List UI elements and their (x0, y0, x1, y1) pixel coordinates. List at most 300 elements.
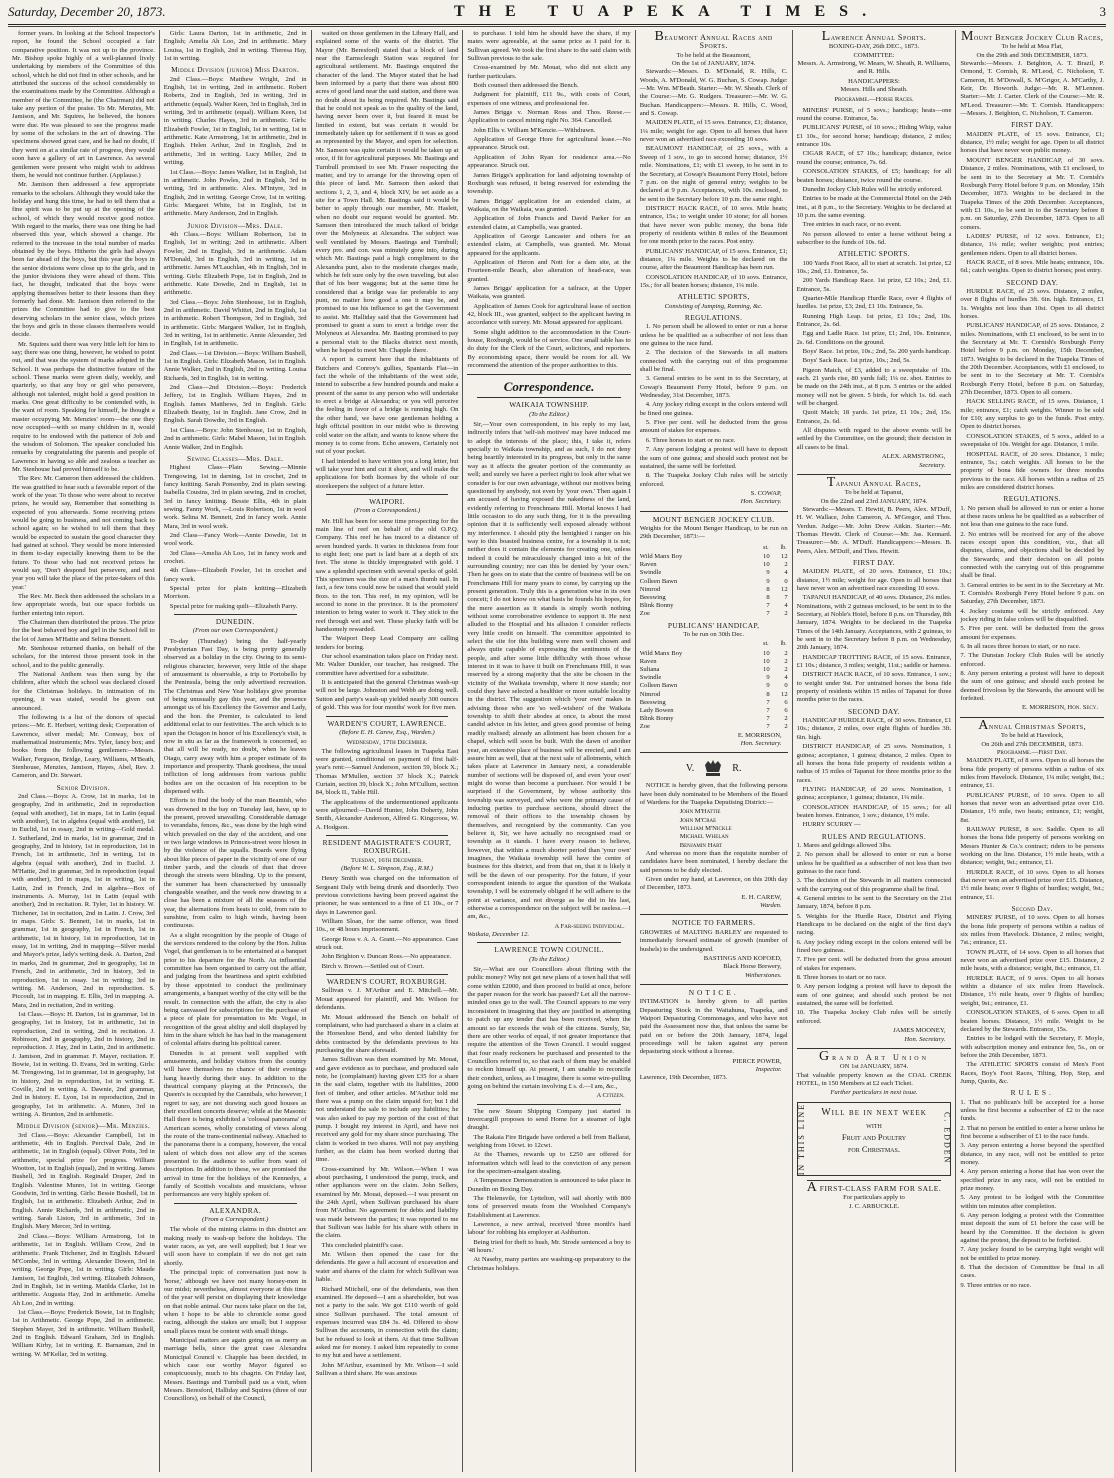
ad-title: Grand Art Union (819, 1048, 929, 1064)
paragraph: 4th Class.—Boys: William Robertson, 1st in English, 1st in writing; 2nd in arithmetic. Albert Fowler, 2nd in English, 3rd in arithmetic. Adam M'Donald, 3rd in English, 3rd in writing, 1st in arithmetic. James M'Lauchlan, 4th in English, 3rd in writing. Girls: Elizabeth Pope, 1st in English, 2nd in arithmetic. Kate Dowdie, 2nd in English, 1st in arithmetic. (163, 230, 307, 297)
stones: 7 (766, 723, 770, 731)
paragraph: MAIDEN PLATE, of 15 sovs. Entrance, £1; distance, 1½ mile; weight for age. Open to all district horses that have never won public money. (960, 130, 1105, 155)
paragraph: 2. The decision of the Stewards in all matters connected with the carrying out of this programme shall be final. (639, 349, 788, 374)
box-line: Will be in next week (821, 1106, 927, 1118)
paragraph: MAIDEN PLATE, of 20 sovs. Entrance, £1 10s.; distance, 1½ mile; weight for age. Open to all horses that have never won an advertised race exceeding 10 sovs. (796, 568, 952, 592)
paragraph: Application of George Hore for agricultural lease.—No appearance. Struck out. (467, 136, 631, 152)
section-heading: ATHLETIC SPORTS. (837, 249, 911, 259)
paragraph: The new Steam Shipping Company just started in Invercargill proposes to send Home for a steamer of light draught. (467, 1107, 631, 1132)
stones: 9 (766, 674, 770, 682)
paragraph: MINERS' PURSE, of 5 sovs.; handicap; heats—one round the course. Entrance, 5s. (796, 106, 952, 123)
paragraph: Birch v. Brown.—Settled out of Court. (321, 962, 425, 970)
paragraph: 6. Three horses to start or no race. (645, 436, 736, 444)
ad-title: A FIRST-CLASS FARM FOR SALE. (806, 1179, 942, 1195)
stones: 8 (766, 585, 770, 593)
section-heading: FIRST DAY. (1011, 120, 1054, 130)
farmers-notice: GROWERS of MALTING BARLEY are requested to immediately forward estimate of growth (number of bushels) to the undersigned. (639, 928, 788, 953)
paragraph: Sir,—Your own correspondent, in his reply to my last, indirectly infers that 'self-ish motives' may have induced me to adopt the interests of the place; this, I take it, refers specially to Waikaia township, and as such, I do not deny being heartily interested in its progress, but only in the same way as it affects the greater portion of the community as well; and surely we have a perfect right to look after what we consider is for our own advantage, without our motives being questioned by anybody, not even by 'your own.' Then again I am accused of having exposed the nakedness of the land, evidently referring to Frenchmans Hill. Mortal knows I had little occasion to do any such thing, for it is the prevailing opinion that it is sufficiently well exposed already without my interference. I should pity the benighted i ranger on his way to this boasted business centre, for a township it is not; neither does it contain the elements for creating one, unless indeed it could be miraculously changed into a bit of the surrounding country; nor can this be denied by 'your own.' Then he goes on to state that the centre of business will be on Frenchmans Hill for many years to come, by carrying up the present generation. Truly this is a generation wise in its own conceit; I do not know on what basis he founds his hopes, for the mere assertion as it stands is simply worth nothing without some corroborative evidence to support it. He next alluded to the Hospital and his allusion I consider reflects very little credit on himself. The committee appointed to select the site for this building were men well chosen and always quite capable of expressing the sentiments of the people, and after some little difficulty with those whose interest in it was to have it built on Frenchmans Hill, it was reserved by a strong majority that the site be chosen in the vicinity of the Waikaia township, where it now stands; nor could they have selected a healthier or more suitable locality in the district. The suggestion which 'your own' makes in advising those who are 'so well-wishers' of the Waikaia township to shift their abodes at once, is about the most candid advice in his letter, and gives good promise of being readily realised; already an allotment has been chosen for a chapel, which will soon be built. With the dawn of another year, an extensive place of business will be erected, and I am assure him as well, that at the next sale of allotments, which takes place at Lawrence in January next, a considerable number of sections will be disposed of, and even 'your own' might do worse than become a purchaser. Nor would I be surprised if the Government, by whose authority this township was surveyed, and who were the primary cause of inducing parties to purchase sections, should direct the removal of their offices to the township chosen by themselves, and recognised by the community. Can you believe it, Sir, we have actually no recognised road or township as it stands. I have every reason to believe, however, that within a much shorter period than 'your own' imagines, the Waikaia township will have the centre of business for this district, and from that on, that it is likely it will be the dawn of our prosperity. For the future, if your correspondent intends to argue the question of the Waikaia township, I will be extremely obliged if he will adhere to the point at variance, and not diverge as he did in his last, otherwise a correspondence on the subject will be useless.—I am, &c., (467, 421, 631, 921)
paragraph: BEAUMONT HANDICAP, of 25 sovs., with a Sweep of 1 sov., to go to second horse; distance, 1½ mile. Nominations, £1; with £1 sweep, to be sent in to the Secretary, at Cowap's Beaumont Ferry Hotel, before 7 p.m. on the night of general entry; weights to be declared at 9 p.m. Acceptances, with 10s. enclosed, to be sent to the Secretary before 10 p.m. the same night. (639, 145, 788, 203)
senior-division-list (12, 793, 155, 1119)
stones: 7 (766, 698, 770, 706)
horse-name: Blink Bonny (639, 715, 674, 723)
paragraph: PUBLICANS' PURSE, of 10 sovs.; Hiding Whip, value £1 10s., for second horse; handicap; distance, 2 miles; entrance 10s. (796, 124, 952, 149)
section-heading: REGULATIONS. (684, 313, 743, 322)
column-2 (160, 30, 312, 1472)
weights-row (640, 699, 788, 707)
warden-name: Michael Whelan (679, 833, 729, 841)
havelock-rules (960, 1099, 1104, 1291)
paragraph: 2nd Class.—Boys: A. Crow, 1st in marks, 1st in geography, 2nd in arithmetic, 2nd in reproduction (equal with another), 1st in maps, 1st in Latin (equal with another), 1st in algebra (equal with another), 1st in Euclid, 1st in essay, 2nd in writing—Gold medal. J. Sutherland, 2nd in marks, 1st in grammar, 2nd in geography, 2nd in history, 1st in reproduction, 1st in French, 1st in arithmetic, 3rd in writing, 1st in algebra (equal with another), 2nd in Euclid. J. M'Hattie, 2nd in grammar, 3rd in reproduction (equal with another), 3rd in maps, 1st in writing, 1st in Latin, 2nd in French, 2nd in algebra—Box of instruments. A. Murray, 1st in Latin (equal with another), 2nd in recitation. R. Tyler, 1st in history. W. Titchener, 1st in recitation, 2nd in Latin. J. Crow, 3rd in maps. Girls: S. Bennett, 1st in marks, 1st in grammar, 1st in geography, 1st in French, 1st in arithmetic, 1st in history, 1st in reproduction, 1st in essay, 1st in writing, 2nd in mapping—Silver medal and Mayor's prize, lady's writing desk. A. Darton, 2nd in marks, 2nd in grammar, 2nd in geography, 1st in French, 2nd in arithmetic, 3rd in history, 3rd in reproduction, 1st in essay. 1st in writing; 3rd in writing. M. Anderson, 2nd in reproduction. S. Piccoult, 1st in mapping. E. Ellis, 3rd in mapping. A. Mara, 2nd in recitation, 2nd in writing. (12, 792, 155, 1009)
paragraph: Girls: Laura Darton, 1st in arithmetic, 2nd in English; Amelia Ah Loo, 2nd in arithmetic. Mary Louisa, 1st in English, 2nd in writing. Theresa Hay, 1st in writing. (163, 30, 307, 63)
paragraph: 2nd Class.—Boys: William Armstrong, 1st in arithmetic, 1st in English. William Crow, 2nd in arithmetic. Frank Titchener, 2nd in English. Edward M'Combe, 3rd in writing. Alexander Dowen, 3rd in writing. George Pope, 1st in writing. Girls: Maude Jamison, 1st English, 3rd writing. Elizabeth Johnson, 2nd in English, 1st in writing. Matilda Clarke, 1st in arithmetic. Augusta Hay, 2nd in arithmetic. Amelia Ah Loo, 2nd in writing. (12, 1232, 155, 1307)
paragraph: 5. Any protest to be lodged with the Committee within ten minutes after completion. (960, 1194, 1105, 1210)
lawrence-athletic-list (797, 260, 952, 453)
columns (8, 30, 1108, 1472)
section-heading: MOUNT BENGER JOCKEY CLUB. (652, 514, 775, 524)
pounds: 7 (784, 593, 788, 601)
masthead (8, 0, 1106, 25)
paragraph: Quoit Match; 18 yards. 1st prize, £1 10s.; 2nd, 15s. Entrance, 2s. 6d. (796, 409, 952, 425)
stones: 7 (766, 602, 770, 610)
divider (326, 716, 449, 717)
royal-cipher (640, 759, 788, 779)
paragraph: John M'Arthur, examined by Mr. Wilson—I sold Sullivan a third share. He was anxious (315, 1361, 459, 1377)
edden-boxed-ad (797, 1102, 952, 1176)
paragraph: 9. Any person lodging a protest will have to deposit the sum of one guinea; and should such protest be not sustained, the same will be forfeited. (796, 983, 952, 1008)
pounds: 12 (781, 552, 788, 560)
weights-row (640, 553, 788, 561)
paragraph: Lawrence, a new arrival, received 'three month's hard labour' for robbing his employer at Ashburton. (467, 1221, 631, 1237)
notice-signature-title: Warden. (759, 902, 782, 910)
paragraph: 4. Any jockey riding except in the colors entered will be fined one guinea. (639, 401, 788, 417)
article-byline: (Before W. L. Simpson, Esq., R.M.) (341, 865, 433, 872)
stones: 9 (766, 569, 770, 577)
lawrence-races-list (797, 107, 952, 248)
letter-byline: (To the Editor.) (529, 955, 569, 963)
paragraph: 4th Class—Elizabeth Fowler, 1st in crochet and fancy work. (163, 567, 307, 583)
paragraph: 5. Five per cent. will be deducted from the gross amount of stakes for expenses. (639, 419, 788, 435)
ad-signature-title: Hon. Secretary. (740, 498, 782, 506)
paragraph: As a slight recognition by the people of Otago of the services rendered to the colony by the Hon. Julius Vogel, that gentleman is to be entertained at a banquet prior to his departure for the North. An influential committee has been organised to carry out the affair, and judging from the heartiness and spirit exhibited by those appointed to conduct the preliminary arrangements, a banquet worthy of the city will be the result. In connection with the affair, the city is also being canvassed for subscriptions for the purchase of a piece of plate for presentation to Mr. Vogel, in recognition of the great ability and skill displayed by him in the share which he has had in the management of colonial affairs during his political career. (163, 931, 307, 1048)
paragraph: 8. Any person entering a protest will have to deposit the sum of one guinea; and should such protest be deemed frivolous by the Stewards, the amount will be forfeited. (960, 670, 1105, 703)
divider (640, 984, 788, 985)
section-heading: FIRST DAY. (852, 557, 896, 567)
article-heading: WAIPORI. (369, 496, 405, 506)
paragraph: 200 Yards Handicap Race. 1st prize, £2 10s.; 2nd, £1. Entrance, 5s. (796, 277, 952, 293)
horse-name: Zoe (639, 610, 650, 618)
column-7 (956, 30, 1108, 1472)
paragraph: The following agricultural leases in Tuapeka East were granted, conditional on payment of first half-year's rent:—Samuel Anderson, section 59, block X.; Thomas M'Mullen, section 37 block X.; Patrick Curtain, section 39, block X.; John M'Cullum, section 84, block II., Table Hill. (315, 747, 459, 797)
tapanui-rules (797, 842, 952, 1026)
paragraph: MOUNT BENGER HANDICAP, of 30 sovs. Distance, 2 miles. Nominations, with £1 enclosed, to be sent in to the Secretary at Mr. T. Cornish's Roxburgh Ferry Hotel before 9 p.m. on Monday, 15th December, 1873. Weights to be declared in the Tuapeka Times of the 20th December. Acceptances, with £1 10s., to be sent in to the Secretary before 8 p.m. on Saturday, 27th December, 1873. Open to all comers. (960, 156, 1105, 231)
horse-name: Swindle (639, 569, 662, 577)
mb-first-day (960, 131, 1104, 276)
ad-title: Beaumont Annual Races and Sports. (654, 30, 773, 51)
weights-row (640, 561, 788, 569)
weights-row (640, 674, 788, 682)
stones: 10 (763, 561, 770, 569)
wardens-list (640, 808, 788, 850)
masthead-rule (8, 26, 1106, 27)
paragraph: Stewards:—Messrs. D. M'Donald, R. Hills, C. Woods, A. M'Donald, W. G. Buchan, S. Cowap. Judge:—Mr. Wm. M'Beath. Starter:—Mr. W. Sheath. Clerk of the Course:—Mr. G. Rudgers. Treasurer:—Mr. W. G. Buchan. Handicappers:—Messrs. R. Hills, C. Wood, and S. Cowap. (639, 68, 788, 118)
paragraph: It is anticipated that the general Christmas wash-up will not be large. Johnston and Webb are doing well. Sutton and party's wash-up yielded nearly 300 ounces of gold. This was for four months' work for five men. (315, 679, 459, 712)
article-heading: WARDEN'S COURT, ROXBURGH. (327, 977, 447, 987)
ad-signature: E. MORRISON, (737, 731, 782, 739)
ad-subtitle: BOXING-DAY, 26th DEC., 1873. (828, 43, 920, 51)
paragraph: FLYING HANDICAP, of 20 sovs. Nomination, 1 guinea; acceptance, 1 guinea; distance, 1¼ mile. (796, 785, 952, 802)
paragraph: HURDLE RACE, of 25 sovs. Distance, 2 miles, over 8 flights of hurdles 3ft. 6in. high. Entrance, £1 1s. Weights not less than 10st. Open to all district horses. (960, 287, 1105, 320)
divider (326, 974, 449, 975)
warden-name: John M'Hattie (679, 808, 721, 816)
ad-subtitle: To be held at Tapanui, (844, 489, 904, 497)
paragraph: Application of James Cook for agricultural lease of section 42, block III., was granted, subject to the applicant having in accordance with survey. Mr. Mouat appeared for applicant. (467, 302, 631, 327)
beaumont-regulations (640, 323, 788, 489)
paragraph: Cross-examined by Mr. Mouat, who did not elicit any further particulars. (467, 64, 631, 80)
wardens-court-article (316, 748, 459, 832)
paragraph: 3rd Class—Amelia Ah Loo, 1st in fancy work and crochet. (163, 549, 307, 565)
rm-court-article (316, 875, 459, 971)
paragraph: 1st Class.—Boys: John Stenhouse, 1st in English, 2nd in arithmetic. Girls: Mabel Mason, 1st in English. Annie Walker, 2nd in English. (163, 426, 307, 451)
tapanui-second-day (797, 717, 952, 829)
ad-subtitle: ON 1st JANUARY, 1874. (839, 1063, 909, 1071)
pounds: 4 (784, 674, 788, 682)
warden-name: William M'Nickle (679, 825, 732, 833)
weights-row (640, 682, 788, 690)
paragraph: Municipal matters are again going on as merry as marriage bells, since the great case Alexandra Municipal Council v. Chapple has been decided, in which case our worthy Mayor figured so conspicuously, much to his chagrin. On Friday last, Messrs. Bastings and Turnbull paid us a visit, when Messrs. Beresford, Halliday and Squires (three of our Councillors), on behalf of the Council, (163, 1336, 307, 1403)
letter-signature: A Citizen. (596, 1092, 625, 1100)
ad-signature: J. C. ARBUCKLE. (848, 1202, 900, 1210)
depasturing-notice: INTIMATION is hereby given to all parties Depasturing Stock in the Waitahuna, Tuapeka, and Waipori Depasturing Commonages, and who have not paid the Assessment now due, that unless the same be paid on or before the 20th January, 1874, legal proceedings will be taken against any person depasturing stock without a license. (639, 998, 788, 1056)
wardens-notice-cont (640, 850, 788, 893)
paragraph: Sir,—What are our Councillors about flirting with the public money? Why not get new plans of a town hall that will come within £2000, and then proceed to build at once, before the paper reason for the work has passed? Let all the narrow-minded ones go to the wall. The Council appears to me very inconsistent in imagining that they are justified in attempting to patch up any tender that has been received, when the amount so far exceeds the wish of the citizens. Surely, Sir, there are other works of equal, if not greater importance that require the attention of the Town Council. I would suggest that four ready reckoners be purchased and presented to the Councillors referred to, so that each of them may be enabled to reckon himself up. At present, I am unable to reconcile their conduct, unless, as I imagine, there is some wire-pulling going on behind the curtain involving £ s. d.—I am, &c., (467, 966, 631, 1090)
notice-signature-line: Black Horse Brewery, (723, 963, 782, 971)
paragraph: The applications of the undermentioned applicants were adjourned:—David Hunter, John Doherty, John Smith, Alexander Anderson, Alfred G. Kingcroos, W. A. Hodgson. (315, 798, 459, 831)
weights-row (640, 666, 788, 674)
paragraph: CONSOLATION STAKES, of 6 sovs. Open to all beaten horses. Distance, 1½ mile. Weight to be declared by the Stewards. Entrance, 15s. (960, 1009, 1105, 1033)
junior-division-list (164, 231, 307, 452)
sewing-list (164, 464, 307, 611)
paragraph: Tree entries in each race, or no event. (802, 221, 902, 229)
paragraph: Cross-examined by Mr. Wilson.—When I was about purchasing, I understood the pump, truck, and other appliances were on the claim. John Sellers, examined by Mr. Mouat, deposed.—I was present on the 24th April, when Sullivan purchased his share from M'Arthur. No agreement for debts and liability was made between the parties; it was reported to me that Sullivan was liable for his share with others in the claim. (315, 1165, 459, 1240)
paragraph: All disputes with regard to the above events will be settled by the Committee, on the ground; their decision in all cases to be final. (796, 427, 952, 451)
handicappers-heading: HANDICAPPERS: (848, 77, 900, 85)
paragraph: James Briggs' application for a tailrace, at the Upper Waikaia, was granted. (467, 284, 631, 301)
paragraph: Application of John Francis and David Parker for an extended claim, at Campbells, was granted. (467, 215, 631, 231)
notice-signature: BASTINGS AND KOFOED, (703, 954, 782, 962)
paragraph: Mr. Squires said there was very little left for him to say; there was one thing, however, he wished to point out, and that was the system of marks adopted in the School. It was perhaps the distinctive feature of the school. These marks were given daily, weekly, and quarterly, so that any boy or girl who persevere, although not talented, might hold a good position in marks. One great difficulty to be contended with, is the want of room. Speaking for himself, he thought a master occupying Mr. Menzies' room—the one they now occupied—with so many children in it, would require to be endowed with the patience of Job and the wisdom of Solomon. The speaker concluded his remarks by congratulating the parents and people of Lawrence in having so able and zealous a teacher as Mr. Stenhouse had proved himself to be. (12, 340, 155, 473)
ad-signature: E. MORRISON, Hon. Secy. (1022, 704, 1099, 712)
alexandra-article (164, 1226, 307, 1403)
paragraph: Boys' Race. 1st prize, 10s.; 2nd, 5s. 200 yards handicap. (802, 348, 951, 356)
section-heading: ATHLETIC SPORTS, (677, 292, 750, 302)
horse-name: Nimrod (639, 690, 661, 698)
pounds: 12 (781, 690, 788, 698)
paragraph: DISTRICT HACK RACE, of 10 sovs. Entrance, 1 sov.; to weight under 9st. For untrained horses the bona fide property of residents within 15 miles of Tapanui for three months prior to the races. (796, 671, 952, 704)
horse-name: Blink Bonny (639, 602, 674, 610)
article-heading: ALEXANDRA. (209, 1205, 262, 1215)
pounds: 6 (784, 698, 788, 706)
paragraph: 3. General entries to be sent in to the Secretary at Mr. T. Cornish's Roxburgh Ferry Hotel before 9 p.m. on Saturday, 27th December, 1873. (960, 581, 1105, 606)
section-heading: NOTICE TO FARMERS. (671, 918, 756, 928)
paragraph: Dunedin is at present well supplied with amusements, and holiday visitors from the country will have themselves no chance of their evenings hang heavily during their stay. In addition to the theatrical company playing at the Princess's, the Queen's is occupied by the Cannibals, who however, I regret to say, are not drawing such good houses as their excellent concerts deserve; while at the Masonic Hall there is being exhibited a 'colossal panorama' of American scenes, wholly consisting of views along the route of the trans-continental railway. Attached to the panorama there is a company, however, the vocal talent of which does not allow any of the scenes presented to the audience to suffer from want of description. In addition to these, we are promised the arrival in time for the holidays of the Kennedys, a family of Scottish vocalists and musicians, whose performances are very highly spoken of. (163, 1049, 307, 1199)
paragraph: PUBLICANS' HANDICAP, of 25 sovs. Distance, 2 miles. Nominations, with £1 enclosed, to be sent in to the Secretary at Mr. T. Cornish's Roxburgh Ferry Hotel before 9 p.m. on Monday, 15th December, 1873. Weights to be declared in the Tuapeka Times of the 20th December. Acceptances, with £1 enclosed, to be sent in to the Secretary at Mr. T. Cornish's Roxburgh Ferry Hotel, before 8 p.m. on Saturday, 27th December, 1873. Open to all comers. (960, 322, 1105, 397)
unit-header: st. (763, 641, 769, 648)
paragraph: 1. No person shall be allowed to enter or run a horse unless he be qualified as a subscriber of not less than one guinea to the race fund. (639, 323, 788, 348)
paragraph: James Briggs' application for an extended claim, at Waikaia, on the Waikaia, was granted. (467, 197, 631, 213)
ad-subtitle: On the 22nd and 23rd JANUARY, 1874. (820, 497, 928, 505)
cipher-letter: V. (685, 763, 695, 775)
horse-name: Beeswing (639, 698, 666, 706)
notice-signature: E. H. CAREW, (741, 893, 782, 901)
paragraph: The Chairman then distributed the prizes. The prize for the best behaved boy and girl in the School fell to the lot of James M'Hattie and Selina Bonnett. (12, 619, 155, 643)
paragraph: William Sloan, for the same offence, was fined 10s., or 48 hours imprisonment. (315, 918, 459, 934)
paragraph: HACK RACE, of 8 sovs. Mile heats; entrance, 10s. 6d.; catch weights. Open to district horses; post entry. (960, 258, 1105, 275)
paragraph: 1. Mares and geldings allowed 3lbs. (796, 841, 892, 849)
paragraph: CIGAR RACE, of £7 10s.; handicap; distance, twice round the course; entrance, 7s. 6d. (796, 150, 952, 166)
stones: 9 (766, 577, 770, 585)
paragraph: I had intended to have written you a long letter, but will take your hint and cut it short, and will make the applications for both licenses by the whole of our storekeepers the subject of a future letter. (315, 457, 459, 490)
weights-row (640, 691, 788, 699)
ad-title: Annual Christmas Sports, (978, 717, 1087, 733)
column-6 (793, 30, 957, 1472)
article-heading: DUNEDIN. (215, 617, 255, 627)
article-byline: (Before E. H. Carew, Esq., Warden.) (339, 728, 435, 736)
column-1 (8, 30, 160, 1472)
paragraph: CONSOLATION HANDICAP, of 10 sovs. Entrance, 15s.; for all beaten horses; distance, 1¼ mile. (639, 273, 788, 289)
paragraph: waited on those gentlemen in the Library Hall, and explained some of the wants of the district. The Mayor (Mr. Beresford) stated that a block of land near the Earnscleugh Station was required for agricultural settlement. Mr. Bastings enquired the character of the land. The Mayor stated that he had been informed by a party that there was about 800 acres of good land near the said station, and there was no doubt about its being required. Mr. Bastings said that he could not speak as to the quality of the land, having never been over it, but feared it must be limited in extent, but was certain it would be immediately taken up for settlement if it was as good as represented by the Mayor, and open for selection. Mr. Samson was quite certain it would be taken up at once, if fit for agricultural purposes. Mr. Bastings and Turnbull promised to see Mr. Fraser respecting the matter, and try to arrange for the throwing open of this piece of land. Mr. Samson then asked that sections 1, 2, 3, and 4, block XIV, be set aside as a site for a Town Hall. Mr. Bastings said it would be better to apply through our member, Mr. Haslett, when no doubt our request would be granted. Mr. Samson then introduced the much talked of bridge over the Molyneux at Alexandra. The subject was well ventilated by Messrs. Bastings and Turnbull; every pro. and con. was minutely gone into, during which Mr. Bastings paid a high compliment to the Alexandra punt, also to the moderate charges made, which he felt sure only by the own traveling, but also that of his beer waggons; but at the same time he considered that a bridge was far preferable to any punt, no matter how good a one it may be, and promised to use his influence to get the Government to assist. Mr. Halliday said that the Government had promised to grant a sum to erect a bridge over the Molyneux at Alexandra. Mr. Basting promised to pay a personal visit to the Blacks district next month, when he hoped to meet Mr. Chapple there. (315, 30, 459, 355)
stones: 10 (763, 657, 770, 665)
stones: 9 (766, 682, 770, 690)
paragraph: 3. The decision of the Stewards in all matters connected with the carrying out of this programme shall be final. (796, 877, 952, 893)
middle-division-list (12, 1132, 155, 1359)
art-union-text: That valuable property known as the COAL CREEK HOTEL, in 150 Members at £2 each Ticket. (796, 1071, 952, 1087)
paragraph: 4. Jockey costume will be strictly enforced. Any jockey riding in false colors will be disqualified. (960, 607, 1105, 624)
stones: 7 (766, 715, 770, 723)
paragraph: A report is current here that the inhabitants of Butchers and Conroy's gullies, Spaniards Flat—in fact the whole of the inhabitants of the west side, intend to subscribe a few hundred pounds and make a present of the same to any person who will undertake to erect a bridge at Alexandra; or you will perceive the feeling in favor of a bridge is running high. On the other hand, we have one gentleman holding a high official position in our midst who is throwing cold water on the affair, and wants to know where the money is to come from. Echo answers, Certainly not out of your pocket. (315, 356, 459, 456)
paragraph: HANDICAP TROTTING RACE, of 15 sovs. Entrance, £1 10s.; distance, 3 miles; weight, 11st.; saddle or harness. (796, 653, 952, 670)
stones: 7 (766, 707, 770, 715)
horse-name: Lady Bowen (639, 707, 674, 715)
ad-signature: JAMES MOONEY, (893, 1027, 946, 1035)
weights-row (640, 586, 788, 594)
paragraph: HURDLE RACE, of 9 sovs. Open to all horses within a distance of six miles from Havelock. Distance, 1½ mile heats, over 9 flights of hurdles; weight, 9st.; entrance, £1. (960, 974, 1105, 1007)
paragraph: 2nd Class.—Boys: Matthew Wright, 2nd in English, 1st in writing, 2nd in arithmetic. Robert Roberts, 2nd in English, 3rd in writing, 3rd in arithmetic (equal). Walter Keen, 3rd in English, 3rd in writing, 3rd in arithmetic (equal). William Keen, 1st in writing. Charles Hayes, 3rd in arithmetic. Girls: Elizabeth Fowler, 1st in English, 1st in writing, 1st in arithmetic. Kate Armstrong, 1st in arithmetic, 2nd in English. Helen Arthur, 2nd in English, 2nd in arithmetic, 3rd in writing. Lucy Miller, 2nd in writing. (163, 75, 307, 167)
section-heading: NOTICE. (688, 987, 739, 997)
weights-row (640, 610, 788, 618)
paragraph: 4. Any person entering a horse that has won over the specified prize in any race, will not be entitled to prize money. (960, 1168, 1105, 1193)
weights-table (640, 543, 788, 619)
paragraph: PUBLICANS' HANDICAP, of 15 sovs. Entrance, £1; distance, 1¼ mile. Weights to be declared on the course, after the Beaumont Handicap has been run. (639, 247, 788, 272)
wardens-notice (640, 782, 788, 807)
article-byline: (From a Correspondent.) (353, 507, 421, 515)
paragraph: The Rakaia Fire Brigade have ordered a bell from Ballarat, weighing from 10cwt. to 12cwt. (467, 1133, 631, 1149)
havelock-second-day (960, 914, 1104, 1060)
paragraph: NOTICE is hereby given, that the following persons have been duly nominated to be Members of the Board of Wardens for the Tuapeka Deputising District:— (639, 782, 788, 806)
paragraph: Sullivan v. J. M'Arthur and E. Mitchell.—Mr. Mouat appeared for plaintiff, and Mr. Wilson for defendants. (315, 987, 459, 1012)
ad-signature: ALEX. ARMSTRONG, (881, 453, 946, 461)
lawrence-school-report (12, 30, 155, 781)
paragraph: Our school examination takes place on Friday next. Mr. Walter Dunkler, our teacher, has resigned. The committee have advertised for a substitute. (315, 653, 459, 677)
divider (326, 835, 449, 836)
issue-date: Saturday, December 20, 1873. (8, 4, 166, 19)
pounds: 4 (784, 602, 788, 610)
paragraph: 1. That no publican's bill be accepted for a horse unless he first become a subscriber of £2 to the race funds. (960, 1098, 1105, 1123)
athletic-note: The ATHLETIC SPORTS consist of Men's Foot Races, Boy's Foot Races, Tilting, Hop, Step, and Jump, Quoits, &c. (960, 1061, 1105, 1085)
pounds: 2 (784, 657, 788, 665)
alexandra-article-cont (316, 30, 459, 491)
paragraph: Mr. Hill has been for some time prospecting for the main line of reef on behalf of the old O.P.Q. Company. This reef he has traced to a distance of seven hundred yards. It varies in thickness from four to eight feet; one part is laid bare at a depth of six feet. The stone is thickly impregnated with gold. I saw a splendid specimen with several specks of gold. This specimen was the size of a man's thumb nail. In fact, a few tons could now be raised that would yield 8ozs. to the ton. This reef, in my opinion, will be second to none in the province. It is the promoters' intention to bring water to work it. They stick to the reef through wet and wet. These plucky faith will be handsomely rewarded. (315, 517, 459, 634)
paragraph: 4. General entries to be sent to the Secretary on the 21st January, 1874, before 8 p.m. (796, 895, 952, 911)
paragraph: Highest Class—Plain Sewing.—Minnie Trengowing, 1st in darning, 1st in crochet, 2nd in fancy knitting. Sarah Ponsonby, 2nd in plain sewing. Isabella Cousins, 3rd in plain sewing, 2nd in crochet, 3rd in fancy knitting. Bessie Ellis, 4th in plain sewing. Fanny Work, —Louis Robertson, 1st in wool work. Selina M. Bennett, 2nd in fancy work. Annie Mara, 3rd in wool work. (163, 464, 307, 530)
paragraph: 2nd Class—2nd Division.—Boys: Frederick Jeffery, 1st in English. William Hayes, 2nd in English. James Matthews, 3rd in English. Girls: Elizabeth Beatty, 1st in English. Jane Crow, 2nd in English. Sarah Dowdie, 3rd in English. (163, 384, 307, 425)
paragraph: 1st Class.—Boys: James Walker, 1st in English, 1st in arithmetic. John Powles, 2nd in English, 3rd in writing, 3rd in arithmetic. Alex. M'Intyre, 3rd in English, 2nd in writing. George Crow, 1st in writing. Girls: Margaret White, 1st in English, 1st in arithmetic. Mary Anderson, 2nd in English. (163, 168, 307, 218)
weights-row (640, 594, 788, 602)
section-heading: Sewing Classes—Mrs. Dale. (187, 453, 284, 463)
news-briefs (467, 1108, 630, 1274)
horse-name: Beeswing (639, 593, 666, 601)
committee-heading: COMMITTEE: (853, 51, 895, 59)
paragraph: James Briggs's application for land adjoining township of Roxburgh was refused, it being reserved for extending the township. (467, 171, 631, 196)
weights-row (640, 578, 788, 586)
paragraph: Both counsel then addressed the Bench. (473, 82, 579, 90)
paragraph: 5. Five per cent. will be deducted from the gross amount for expenses. (960, 625, 1105, 641)
weights-row (640, 715, 788, 723)
waipori-article (316, 518, 459, 713)
ad-signature: S. COWAP, (750, 489, 782, 497)
court-date: Tuesday, 16th December. (350, 856, 424, 864)
divider (174, 1203, 297, 1204)
paragraph: Egg and Ladle Race. 1st prize, £1; 2nd, 10s. Entrance, 2s. 6d. Conditions on the ground. (796, 330, 952, 346)
pounds: 12 (781, 585, 788, 593)
pounds: 2 (784, 610, 788, 618)
paragraph: At Naseby, many parties are washing-up preparatory to the Christmas holidays. (467, 1256, 631, 1272)
court-date: Wednesday, 17th December. (346, 739, 428, 747)
weights-row (640, 723, 788, 731)
weights-row (640, 569, 788, 577)
roxburgh-court-article (316, 987, 459, 1378)
paragraph: former years. In looking at the School Inspector's report, he found the School occupied a fair comparative position. It was not up to the province. Mr. Bishop spoke highly of a well-planned lively undertaking by members of the Committee of this school, which he did not find in other schools, and he attributed the success of the school considerably to the examinations made by the Committee. Although a member of the Committee, he (the Chairman) did not take any portion of the praise. To Mr. Menzies, Mr. Jamison, and Mr. Squires, he believed, the honors were due. He was pleased to see the progress made by some of the scholars in the art of drawing. The specimens showed great care, and he had no doubt, if they went on at a similar rate of progress, they would soon have a gallery of art in Lawrence. As several gentlemen were present who might wish to address them, he would not continue further. (Applause.) (12, 30, 155, 179)
notice-signature: PIERCE POWER, (732, 1057, 782, 1065)
paragraph: 2nd Class—Fancy Work—Annie Dowdie, 1st in wool work. (163, 531, 307, 548)
weights-intro: Weights for the Mount Benger Handicap, to be run on 29th December, 1873:— (639, 524, 788, 541)
paragraph: 2. That no person be entitled to enter a horse unless he first become a subscriber of £1 to the race funds. (960, 1124, 1105, 1140)
paragraph: 3rd Class.—Boys: John Stenhouse, 1st in English, 2nd in arithmetic. David Whittet, 2nd in English, 1st in arithmetic. Robert Thompson, 3rd in English, 3rd in arithmetic. Girls: Margaret Walker, 1st in English, 3rd in writing, 1st in arithmetic. Annie Alexander, 3rd in English, 1st in arithmetic. (163, 298, 307, 348)
paragraph: 3. General entries to be sent in to the Secretary, at Cowap's Beaumont Ferry Hotel, before 9 p.m. on Wednesday, 31st December, 1873. (639, 375, 788, 400)
horse-name: Nimrod (639, 585, 661, 593)
letter-date: Waikaia, December 12. (467, 931, 530, 939)
ad-subtitle: For particulars apply to (843, 1194, 905, 1202)
section-heading: Second Day. (1011, 904, 1053, 914)
paragraph: 2. No person shall be allowed to enter or run a horse unless he be qualified as a subscriber of not less than two guineas to the race fund. (796, 851, 952, 875)
unit-header: lb. (780, 544, 787, 551)
paragraph: This concluded plaintiff's case. (321, 1241, 404, 1249)
column-5 (636, 30, 793, 1472)
section-heading: RULES. (1010, 1088, 1054, 1098)
divider (640, 914, 788, 915)
section-heading: SECOND DAY. (1006, 277, 1059, 287)
paragraph: Some slight addition to the accommodation in the Court-house, Roxburgh, would be of service. One small table has to do duty for the Clerk of the Court, solicitors, and reporters. By economising space, there would be room for all. We recommend the attention of the proper authorities to this. (467, 328, 631, 370)
paragraph: PUBLICANS' PURSE, of 10 sovs. Open to all horses that never won an advertised prize over £10. Distance, 1½ mile, two heats; entrance, £1; weight, 8st. (960, 791, 1105, 824)
section-heading: REGULATIONS. (1003, 494, 1061, 504)
tapanui-first-day (797, 568, 952, 705)
paragraph: DISTRICT HANDICAP, of 25 sovs. Nomination, 1 guinea; acceptance, 1 guinea; distance, 2 miles. Open to all horses the bona fide property of residents within a radius of 15 miles of Tapanui for three months prior to the races. (796, 743, 952, 784)
ad-subtitle: To be held at the Beaumont, (676, 51, 751, 59)
paragraph: Entries to be lodged with the Secretary, F. Moyle, with subscription money and entrance fee, 5s., on or before the 26th December, 1873. (960, 1035, 1105, 1059)
unit-header: st. (763, 544, 769, 551)
article-byline: (From a Correspondent.) (202, 1216, 269, 1224)
paragraph: HURDLE RACE, of 10 sovs. Open to all horses that never won an advertised prize over £15. Distance, 1½ mile heats; over 9 flights of hurdles; weight, 9st.; entrance, £1. (960, 868, 1105, 901)
paragraph: The Rev. Mr. Cameron then addressed the children. He was gratified to hear such a favorable report of the work of the year. To those who were about to receive prizes, he would say, Remember that something is expected of you afterwards. Some receiving prizes would be going to business, and not coming back to school again; so he wished to tell them that they would be expected to sustain the good character they had gained at school. They would be more interested in them to-day especially knowing them to be the future. To those who had not received prizes he would say, 'Don't despond but persevere, and next year you will take the place of the prize-takers of this year.' (12, 475, 155, 591)
pounds: 6 (784, 707, 788, 715)
paragraph: 6. In all races three horses to start, or no race. (960, 643, 1081, 651)
weights-row (640, 650, 788, 658)
pounds: 2 (784, 666, 788, 673)
paragraph: 5. Weights for the Hurdle Race, District and Flying Handicaps to be declared on the night of the first day's racing. (796, 912, 952, 937)
paragraph: Pigeon Match, of £3, added to a sweepstake of 10s. each. 21 yards rise, 80 yards fall; 1¼ oz. shot. Entries to be made on the 24th inst., at 8 p.m. 3 entries or the added money will not be given. 5 birds, for which 1s. 6d. each will be charged. (796, 366, 952, 408)
box-side-text: IN THIS LINE (796, 1102, 806, 1175)
divider (174, 614, 297, 615)
letter-signature: A Far-seeing Individual. (554, 922, 625, 930)
paragraph: The whole of the mining claims in this district are making ready to wash-up before the holidays. The water races, as yet, are well supplied; but I fear we will soon have to complain if we do not get rain shortly. (163, 1226, 307, 1267)
section-subheading: To be run on 30th Dec. (683, 630, 745, 638)
paragraph: HACK SELLING RACE, of 15 sovs. Distance, 1 mile; entrance, £1; catch weights. Winner to be sold for £10; any surplus to go to the funds. Post entry. Open to district horses. (960, 398, 1105, 431)
divider (640, 511, 788, 512)
correspondence-heading: Correspondence. (503, 379, 595, 395)
ad-subtitle: On 26th and 27th DECEMBER, 1873. (981, 740, 1084, 748)
letter-heading: LAWRENCE TOWN COUNCIL. (494, 945, 604, 955)
paragraph: Richard Mitchell, one of the defendants, was then examined. He deposed—I am a shareholder, but was not a party to the sale. We got £110 worth of gold since Sullivan purchased. The total amount of expenses incurred was £84 3s. 4d. Offered to show Sullivan the accounts, in connection with the claim; but he refused to look at them. At that time Sullivan asked me for money. I asked him repeatedly to come to my hut and have a settlement. (315, 1285, 459, 1360)
paragraph: No person allowed to enter a horse without being a subscriber to the funds of 10s. 6d. (796, 230, 952, 246)
paragraph: 10. The Tuapeka Jockey Club rules will be strictly enforced. (796, 1009, 952, 1025)
stones: 10 (763, 666, 770, 673)
paragraph: Mr. Jamison then addressed a few appropriate remarks to the scholars. Although they would take the holiday and hung this time, he had to tell them that a fine spirit was to be put up at the opening of the school, of which they would receive good notice. With regard to the marks, there was one thing he had observed this year, which showed a change. He referred to the increase in the total number of marks obtained by the boys. Hitherto the girls had always been far ahead of the boys, but this year the boys in the senior divisions were close up to the girls, and in the junior divisions they were ahead of them. This fact, he thought, indicated that the boys were applying themselves better to their lessons than they formerly had done. Mr. Jamison then referred to the prizes the Committee had to give to the best deserving scholars in the senior class, which prizes the boys and girls in those classes themselves would decide. (12, 181, 155, 339)
pounds: 0 (784, 682, 788, 690)
mb-second-day (960, 288, 1104, 492)
paragraph: MAIDEN PLATE, of 15 sovs. Entrance, £1; distance, 1¼ mile; weight for age. Open to all horses that have never won an advertised race exceeding 10 sovs. (639, 119, 788, 144)
paragraph: 2. No entries will be received for any of the above races except upon this condition, viz., that all disputes, claims, and objections shall be decided by the Stewards; and their decision on all points connected with the carrying out of this programme shall be final. (960, 530, 1105, 580)
notice-date: Lawrence, 19th December, 1873. (639, 1074, 728, 1082)
pounds: 4 (784, 569, 788, 577)
paragraph: 7. Any jockey found to be carrying light weight will not be entitled to prize money. (960, 1246, 1105, 1262)
divider (477, 1104, 620, 1105)
paragraph: CONSOLATION HANDICAP, of 15 sovs.; for all beaten horses. Entrance, 1 sov.; distance, 1½ mile. (796, 803, 952, 819)
paragraph: Entries to be made at the Commercial Hotel on the 24th inst., at 8 p.m., to the Secretary. Weights to be declared at 10 p.m. the same evening. (796, 195, 952, 219)
divider (326, 494, 449, 495)
paragraph: To-day (Thursday) being the half-yearly Presbyterian Fast Day, is being pretty generally observed as a holiday in the city. Owing to its semi-religious character, however, very little of the shape of amusement is observable, a trip to Portobello by the Peninsula, being the only advertised recreation. The Christmas and New Year holidays give promise of being unusually gay this year, and the presence amongst us of his Excellency the Governor and Lady, and the hon. the Premier, is calculated to lend additional eclat to our festivities. The arch which is to span the Octagon in honor of his Excellency's visit, is now in situ as far as the framework is concerned, so that all will be ready, no doubt, when he leaves Otago, carry away with him a proper estimate of its importance and prosperity. Thank goodness, the usual infliction of long addresses from various public bodies are on the occasion of his reception to be dispensed with. (163, 637, 307, 795)
section-heading: Middle Division (senior)—Mr. Menzies. (16, 1121, 151, 1131)
paragraph: LADIES' PURSE, of 12 sovs. Entrance, £1; distance, 1¼ mile; welter weights; post entries; gentlemen riders. Open to all district horses. (960, 232, 1105, 257)
weights-table (640, 639, 788, 731)
paragraph: At the Thames, rewards up to £250 are offered for information which will lead to the conviction of any person for the specimen-amalgam stealing. (467, 1151, 631, 1175)
paragraph: Efforts to find the body of the man Beamish, who was drowned in the bay on Tuesday last, have, up to the present, proved unavailing. Considerable damage to verandahs, fences, &c., was done by the high wind which prevailed on the day of the accident, and one or two large windows in Princes-street were blown in by the violence of the squalls. Boards were flying about like pieces of paper in the vicinity of one of our timber yards, and the clouds of dust that drove through the streets were blinding. Up to the present, the summer has been characterised by unusually changeable weather, and the week now drawing to a close has been a mixture of all the seasons of the year, the alternations from heats to cold, from rain to sunshine, from calm to high winds, having been continuous. (163, 797, 307, 930)
warden-name: Benjamin Hart (679, 841, 723, 849)
horse-name: Raven (639, 561, 657, 569)
horse-name: Swindle (639, 674, 662, 682)
pounds: 2 (784, 649, 788, 657)
paragraph: John Brighton v. Duncan Ross.—No appearance. (321, 953, 452, 961)
paragraph: Being tried for theft to hush, Mr. Strode sentenced a boy to '48 hours.' (467, 1238, 631, 1255)
unit-header: lb. (780, 641, 787, 648)
paragraph: MINERS' PURSE, of 10 sovs. Open to all horses the bona fide property of persons within a radius of six miles from Havelock. Distance, 2 miles; weight, 7st.; entrance, £1. (960, 914, 1105, 947)
paragraph: Stewards:—Messrs. T. Hewitt, B. Peers, Alex. M'Duff, H. W. Wallace, John Cameron, A. M'Gregor, and Thos. Verdun. Judge:—Mr. John Drew Aitkin. Starter:—Mr. Thomas Hewitt. Clerk of Course:—Mr. Jas. Kennard. Treasurer:—Mr. A. M'Duff. Handicappers:—Messrs. B. Peers, Alex. M'Duff, and Thos. Hewitt. (796, 505, 952, 555)
art-union-note: Further particulars in next issue. (830, 1089, 918, 1097)
weights-row (640, 658, 788, 666)
box-line: Fruit and Poultry (841, 1131, 907, 1142)
town-council-letter (467, 966, 630, 1091)
paragraph: Dunedin Jockey Club Rules will be strictly enforced. (802, 185, 943, 193)
letter-byline: (To the Editor.) (529, 410, 569, 418)
officials-list: Stewards:—Messrs. J. Beighton, A. T. Brazil, P. Ormond, T. Cornish, R. M'Leod, C. Nicholson, T. Cameron, H. M'Dowall, S. M'Grigor, A. M'Carthy, J. Keir, Dr. Howorth. Judge:—Mr. R. M'Lennon. Starter:—Mr. J. Carter. Clerk of the Course:—Mr. R. M'Leod. Treasurer:—Mr. T. Cornish. Handicappers:—Messrs. J. Beighton, C. Nicholson, T. Cameron. (960, 60, 1105, 118)
